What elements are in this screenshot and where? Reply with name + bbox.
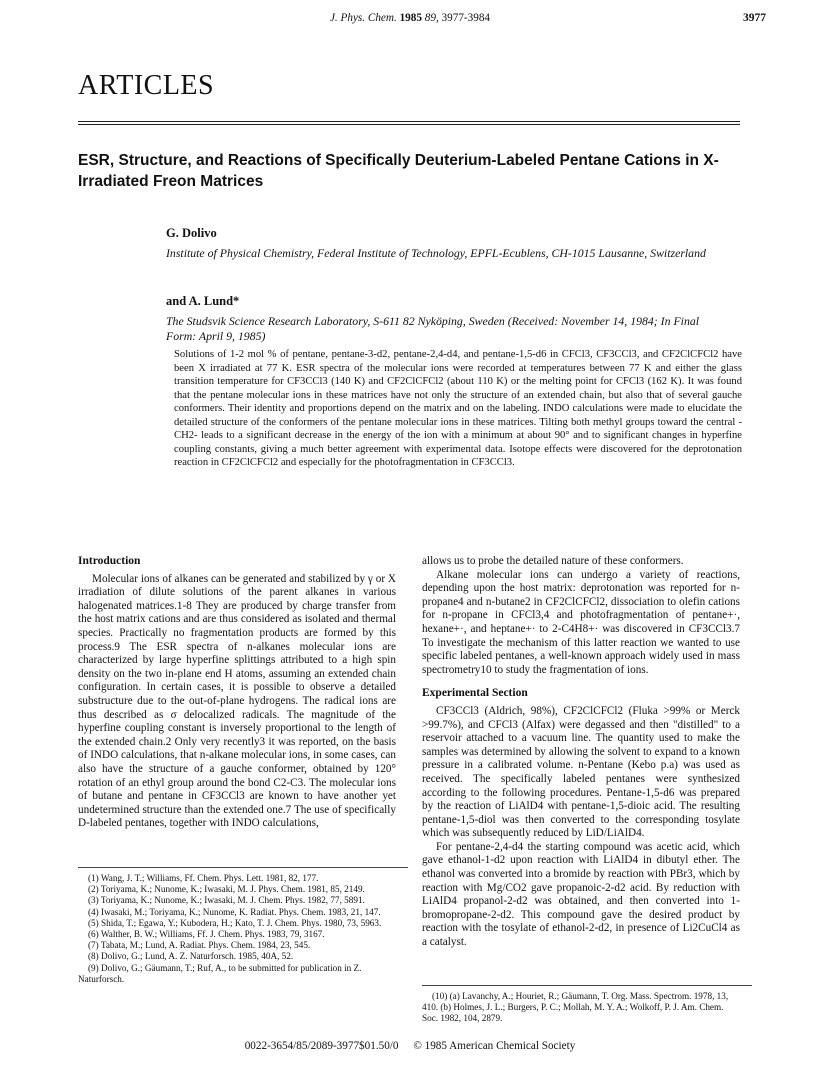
right-paragraph-1: allows us to probe the detailed nature of these conformers. — [422, 555, 684, 567]
footnote: (7) Tabata, M.; Lund, A. Radiat. Phys. Chem. 1984, 23, 545. — [88, 940, 311, 951]
page-footer — [0, 1040, 820, 1052]
footnote: (1) Wang, J. T.; Williams, Ff. Chem. Phys. Lett. 1981, 82, 177. — [88, 873, 319, 883]
right-column — [422, 555, 740, 950]
journal-pages: 3977-3984 — [441, 12, 491, 24]
right-paragraph-2: Alkane molecular ions can undergo a variety of reactions, depending upon the host matrix: deprotonation was reported for n-propane4 and n-butane2 in CF2ClCFCl2, dissociation to olefin cations for n-propane in CFCl3,4 and photofragmentation of pentane+·, hexane+·, and heptane+· to 2-C4H8+· was discovered in CF3CCl3.7 To investigate the mechanism of this latter reaction we wanted to use specific labeled pentanes, a well-known approach widely used in mass spectrometry10 to study the fragmentation of ions. — [422, 568, 740, 676]
affiliation-2: The Studsvik Science Research Laboratory, S-611 82 Nyköping, Sweden (Received: November 14, 1984; In Final Form: April 9, 1985) — [166, 314, 700, 343]
footnote-rule-left — [78, 867, 408, 868]
footnote: (2) Toriyama, K.; Nunome, K.; Iwasaki, M. J. Phys. Chem. 1981, 85, 2149. — [88, 884, 365, 895]
footnote-rule-right — [422, 985, 752, 986]
journal-volume: 89, — [424, 12, 439, 24]
experimental-heading: Experimental Section — [422, 687, 528, 700]
author-1: G. Dolivo — [166, 226, 217, 240]
section-heading: ARTICLES — [78, 70, 215, 101]
author-2: and A. Lund* — [166, 294, 240, 308]
experimental-paragraph-1: CF3CCl3 (Aldrich, 98%), CF2ClCFCl2 (Fluka >99% or Merck >99.7%), and CFCl3 (Alfax) were degassed and then "distilled" to a reservoir attached to a vacuum line. The quantity used to make the samples was determined by allowing the solvent to expand to a known pressure in a calibrated volume. n-Pentane (Kebo p.a) was used as received. The specifically labeled pentanes were synthesized according to the following procedures. Pentane-1,5-d6 was prepared by the reaction of LiAlD4 with pentane-1,5-dioic acid. The resulting pentane-1,5-diol was then converted to the corresponding tosylate which was subsequently reduced by LiD/LiAlD4. — [422, 704, 740, 840]
footnotes-left — [78, 873, 396, 985]
footnote: (4) Iwasaki, M.; Toriyama, K.; Nunome, K. Radiat. Phys. Chem. 1983, 21, 147. — [88, 906, 381, 917]
left-column — [78, 555, 396, 831]
footnote: (6) Walther, B. W.; Williams, Ff. J. Chem. Phys. 1983, 79, 3167. — [88, 929, 325, 940]
footnote: (3) Toriyama, K.; Nunome, K.; Iwasaki, M. J. Chem. Phys. 1982, 77, 5891. — [88, 895, 365, 906]
footnote: (5) Shida, T.; Egawa, Y.; Kubodera, H.; Kato, T. J. Chem. Phys. 1980, 73, 5963. — [88, 917, 382, 928]
experimental-paragraph-2: For pentane-2,4-d4 the starting compound was acetic acid, which gave ethanol-1-d2 upon reaction with LiAlD4 in dibutyl ether. The ethanol was converted into a bromide by reaction with PBr3, which by reaction with Mg/CO2 gave propanoic-2-d2 acid. By reduction with LiAlD4 propanol-2-d2 was obtained, and then converted into 1-bromopropane-2-d2. This compound gave the desired product by reaction with the tosylate of ethanol-2-d2, in presence of Li2CuCl4 as a catalyst. — [422, 840, 740, 949]
running-head — [0, 12, 820, 24]
footnotes-right — [422, 991, 740, 1025]
article-title: ESR, Structure, and Reactions of Specifically Deuterium-Labeled Pentane Cations in X-Irradiated Freon Matrices — [78, 152, 719, 190]
header-rule-bottom — [78, 124, 740, 125]
journal-year: 1985 — [399, 12, 422, 24]
header-rule-top — [78, 121, 740, 122]
abstract: Solutions of 1-2 mol % of pentane, pentane-3-d2, pentane-2,4-d4, and pentane-1,5-d6 in CFCl3, CF3CCl3, and CF2ClCFCl2 have been X irradiated at 77 K. ESR spectra of the molecular ions were recorded at temperatures between 77 K and either the glass transition temperature for CF3CCl3 (140 K) and CF2ClCFCl2 (about 110 K) or the melting point for CFCl3 (162 K). It was found that the pentane molecular ions in these matrices have not only the structure of an extended chain, but also that of several gauche conformers. Their identity and proportions depend on the matrix and on the labeling. INDO calculations were made to elucidate the detailed structure of the conformers of the pentane molecular ions in these matrices. Tilting both methyl groups toward the central -CH2- leads to a significant decrease in the energy of the ion with a minimum at about 90° and to significant changes in hyperfine coupling constants, giving a much better agreement with experimental data. Isotope effects were discovered for the deprotonation reaction in CF2ClCFCl2 and especially for the photofragmentation in CF3CCl3. — [174, 349, 742, 468]
copyright: © 1985 American Chemical Society — [413, 1040, 576, 1052]
page-number: 3977 — [743, 12, 766, 24]
introduction-heading: Introduction — [78, 555, 141, 567]
article-code: 0022-3654/85/2089-3977$01.50/0 — [244, 1040, 399, 1052]
footnote: (9) Dolivo, G.; Gäumann, T.; Ruf, A., to be submitted for publication in Z. Naturforsch. — [78, 962, 362, 984]
affiliation-1: Institute of Physical Chemistry, Federal Institute of Technology, EPFL-Ecublens, CH-1015 Lausanne, Switzerland — [166, 246, 706, 260]
intro-paragraph: Molecular ions of alkanes can be generated and stabilized by γ or X irradiation of dilute solutions of the parent alkanes in various halogenated matrices.1-8 They are produced by charge transfer from the host matrix cations and are thus considered as isolated and thermal species. Practically no fragmentation products are formed by this process.9 The ESR spectra of n-alkanes molecular ions are characterized by large hyperfine splittings attributed to a high spin density on the two in-plane end H atoms, assuming an extended chain configuration. In certain cases, it is possible to observe a detailed substructure due to the out-of-plane hydrogens. The radical ions are thus described as σ delocalized radicals. The magnitude of the hyperfine coupling constant is inversely proportional to the length of the extended chain.2 Only very recently3 it was reported, on the basis of INDO calculations, that n-alkane molecular ions, in some cases, can also have the structure of a gauche conformer, obtained by 120° rotation of an ethyl group around the bond C2-C3. The molecular ions of butane and pentane in CF3CCl3 are known to have another yet undetermined structure than the extended one.7 The use of specifically D-labeled pentanes, together with INDO calculations, — [78, 572, 396, 830]
journal-name: J. Phys. Chem. — [329, 12, 397, 24]
footnote: (10) (a) Lavanchy, A.; Houriet, R.; Gäumann, T. Org. Mass. Spectrom. 1978, 13, 410. (b) Holmes, J. L.; Burgers, P. C.; Mollah, M. Y. A.; Wolkoff, P. J. Am. Chem. Soc. 1982, 104, 2879. — [422, 991, 729, 1024]
footnote: (8) Dolivo, G.; Lund, A. Z. Naturforsch. 1985, 40A, 52. — [88, 951, 294, 962]
